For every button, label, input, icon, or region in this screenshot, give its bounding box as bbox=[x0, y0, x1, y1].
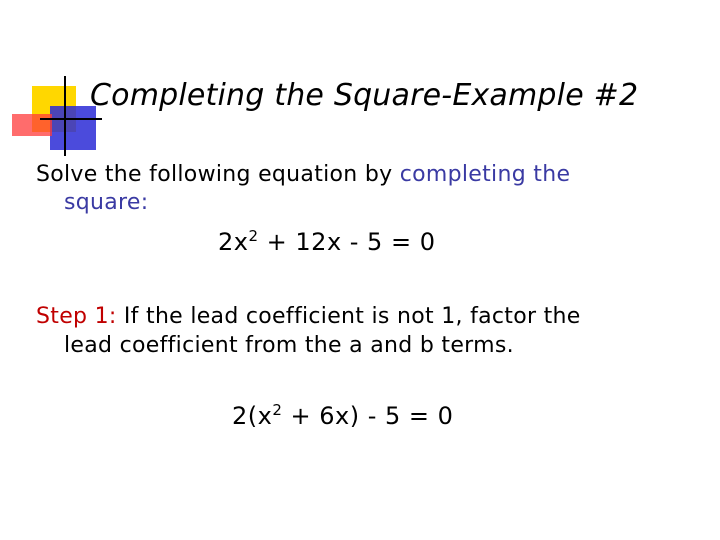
step1-line-2 bbox=[64, 333, 514, 359]
logo-horizontal-line bbox=[40, 118, 102, 120]
step1-text-line-1: If the lead coefficient is not 1, factor the bbox=[123, 304, 581, 329]
intro-line-1 bbox=[36, 162, 570, 188]
logo-vertical-line bbox=[64, 76, 66, 156]
step1-text-line-2: lead coefficient from the a and b terms. bbox=[64, 333, 514, 358]
intro-highlight-part1: completing the bbox=[399, 162, 571, 187]
slide-title: Completing the Square-Example #2 bbox=[90, 78, 639, 113]
step1-label: Step 1: bbox=[36, 304, 117, 329]
equation-factored-rest: + 6x) - 5 = 0 bbox=[282, 402, 454, 430]
equation-factored bbox=[232, 402, 453, 430]
step1-line-1 bbox=[36, 304, 581, 330]
equation-original-base: 2x bbox=[218, 228, 249, 256]
intro-highlight-part2: square: bbox=[64, 190, 149, 215]
equation-original-exponent: 2 bbox=[248, 227, 259, 245]
intro-line-2 bbox=[64, 190, 148, 216]
equation-original-rest: + 12x - 5 = 0 bbox=[258, 228, 436, 256]
equation-factored-exponent: 2 bbox=[272, 401, 283, 419]
intro-text: Solve the following equation by bbox=[36, 162, 393, 187]
equation-original bbox=[218, 228, 435, 256]
equation-factored-base: 2(x bbox=[232, 402, 273, 430]
slide-logo-decoration bbox=[0, 0, 100, 150]
